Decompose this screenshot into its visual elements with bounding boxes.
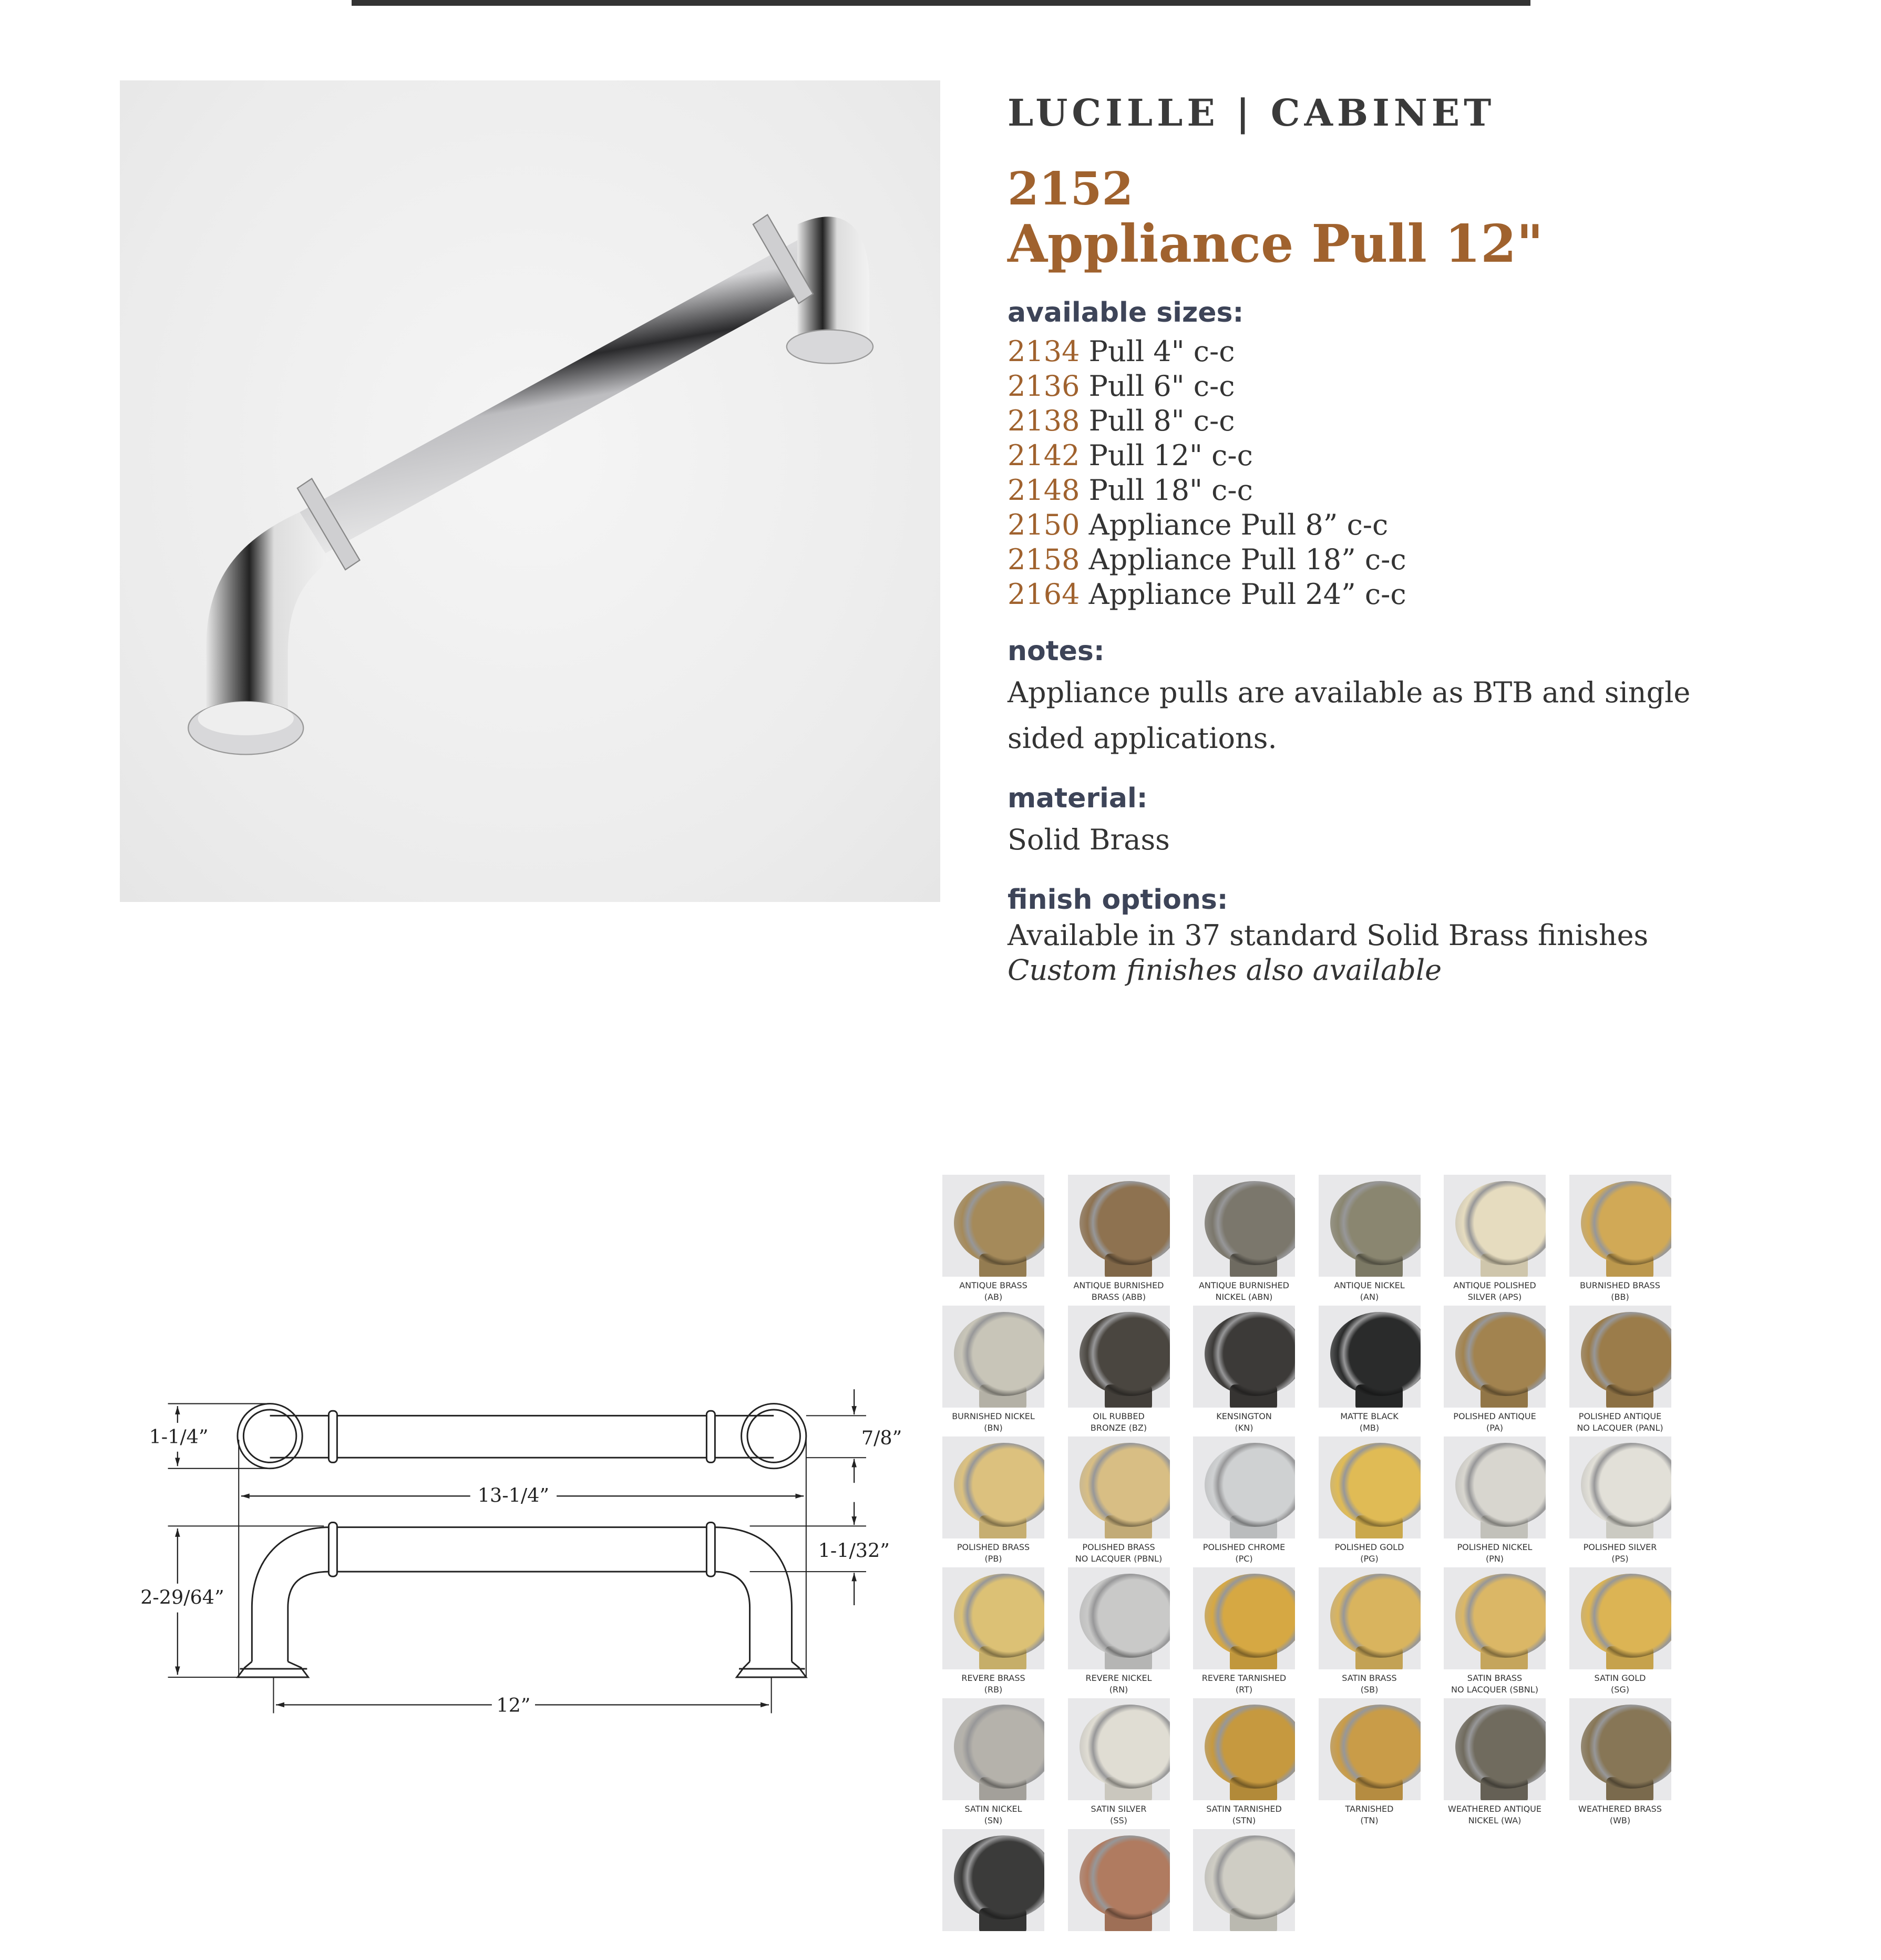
finish-swatch-image (1068, 1829, 1170, 1931)
finish-swatch-label: ANTIQUE POLISHED SILVER (APS) (1453, 1280, 1536, 1302)
sizes-heading: available sizes: (1008, 297, 1244, 329)
dim-bar-label: 7/8” (861, 1427, 902, 1450)
finish-swatch-image (1444, 1698, 1546, 1800)
finish-swatch-image (1193, 1829, 1295, 1931)
finish-swatch-label: SATIN TARNISHED (STN) (1206, 1804, 1282, 1825)
finish-swatch-image (942, 1175, 1044, 1277)
product-number: 2152 (1008, 162, 1134, 216)
finish-swatch-label: POLISHED ANTIQUE (PA) (1453, 1411, 1536, 1433)
finish-swatch-label: POLISHED ANTIQUE NO LACQUER (PANL) (1577, 1411, 1663, 1433)
finish-swatch (1317, 1306, 1422, 1436)
material-heading: material: (1008, 783, 1148, 814)
finish-swatch-image (1444, 1306, 1546, 1408)
finish-swatch (1568, 1175, 1673, 1306)
finish-swatch (941, 1306, 1046, 1436)
finish-swatch-image (1068, 1306, 1170, 1408)
finish-swatch-image (1193, 1306, 1295, 1408)
finish-swatch-image (942, 1436, 1044, 1538)
size-code: 2134 (1008, 335, 1080, 368)
side-view (238, 1523, 806, 1677)
finish-swatch-label: ANTIQUE BURNISHED BRASS (ABB) (1073, 1280, 1164, 1302)
finish-swatch-image (1444, 1436, 1546, 1538)
finish-swatch-label: OIL RUBBED BRONZE (BZ) (1090, 1411, 1147, 1433)
size-label: Pull 18" c-c (1088, 474, 1253, 507)
finish-count-text: Available in 37 standard Solid Brass finishes (1008, 919, 1649, 952)
size-code: 2142 (1008, 439, 1080, 472)
finish-swatch-image (1444, 1175, 1546, 1277)
finish-swatch-grid (941, 1175, 1687, 1960)
finish-swatch-label: SATIN SILVER (SS) (1091, 1804, 1147, 1825)
finish-swatch-label: POLISHED NICKEL (PN) (1457, 1542, 1533, 1564)
finish-swatch (1191, 1829, 1297, 1960)
finish-swatch-image (1319, 1306, 1421, 1408)
size-label: Pull 12" c-c (1088, 439, 1253, 472)
size-code: 2148 (1008, 474, 1080, 507)
finish-swatch (1191, 1436, 1297, 1567)
finish-swatch-image (1569, 1175, 1671, 1277)
finish-swatch-image (1068, 1175, 1170, 1277)
finish-swatch-label: ANTIQUE BURNISHED NICKEL (ABN) (1198, 1280, 1289, 1302)
notes-text: Appliance pulls are available as BTB and single sided applications. (1008, 676, 1691, 755)
dim-thickness-label: 1-1/4” (149, 1425, 209, 1448)
finish-swatch (1066, 1436, 1171, 1567)
finish-swatch (1066, 1698, 1171, 1829)
dim-overall-label: 13-1/4” (477, 1484, 550, 1507)
finish-swatch-label: POLISHED CHROME (PC) (1202, 1542, 1286, 1564)
finish-swatch-image (1068, 1698, 1170, 1800)
finish-swatch (1066, 1175, 1171, 1306)
extension-lines (168, 1404, 866, 1713)
finish-swatch (1191, 1567, 1297, 1698)
finish-swatch (1442, 1698, 1547, 1829)
finish-swatch-image (942, 1306, 1044, 1408)
top-view (238, 1404, 806, 1469)
notes-heading: notes: (1008, 635, 1105, 667)
finish-swatch (1568, 1306, 1673, 1436)
finish-swatch (1191, 1175, 1297, 1306)
dimension-lines (178, 1389, 854, 1705)
finish-swatch (1442, 1567, 1547, 1698)
finish-swatch-label: SATIN GOLD (SG) (1594, 1673, 1646, 1695)
finish-swatch (1191, 1306, 1297, 1436)
finish-swatch-label: BURNISHED BRASS (BB) (1580, 1280, 1660, 1302)
size-label: Pull 6" c-c (1088, 370, 1235, 403)
finish-swatch-image (942, 1698, 1044, 1800)
finish-swatch (1568, 1567, 1673, 1698)
finish-swatch (1191, 1698, 1297, 1829)
size-code: 2158 (1008, 543, 1080, 576)
custom-finish-text: Custom finishes also available (1008, 953, 1442, 987)
brand-title: LUCILLE | CABINET (1008, 91, 1496, 135)
finish-swatch (1066, 1306, 1171, 1436)
finish-swatch-label: SATIN BRASS (SB) (1342, 1673, 1397, 1695)
finish-swatch-label: KENSINGTON (KN) (1216, 1411, 1272, 1433)
finish-swatch-label: REVERE TARNISHED (RT) (1201, 1673, 1287, 1695)
finish-swatch (1317, 1436, 1422, 1567)
finish-swatch-image (1193, 1567, 1295, 1669)
finish-swatch-image (1193, 1436, 1295, 1538)
finish-swatch-image (1068, 1436, 1170, 1538)
finish-swatch (1066, 1829, 1171, 1960)
finish-swatch-label: POLISHED BRASS (PB) (957, 1542, 1030, 1564)
finish-swatch (1568, 1436, 1673, 1567)
finish-swatch-label: SATIN NICKEL (SN) (964, 1804, 1022, 1825)
finish-swatch (941, 1436, 1046, 1567)
finish-swatch-image (1569, 1436, 1671, 1538)
size-label: Pull 8" c-c (1088, 404, 1235, 437)
finish-swatch-label: MATTE BLACK (MB) (1340, 1411, 1399, 1433)
size-code: 2138 (1008, 404, 1080, 437)
finish-swatch-label: POLISHED BRASS NO LACQUER (PBNL) (1075, 1542, 1163, 1564)
product-name: Appliance Pull 12" (1008, 214, 1544, 274)
finish-swatch-image (1068, 1567, 1170, 1669)
finish-swatch-label: WEATHERED BRASS (WB) (1578, 1804, 1662, 1825)
dim-cc-label: 12” (496, 1694, 531, 1717)
size-label: Appliance Pull 18” c-c (1088, 543, 1406, 576)
finish-swatch-image (1319, 1175, 1421, 1277)
finish-heading: finish options: (1008, 884, 1228, 916)
finish-swatch-label: REVERE NICKEL (RN) (1085, 1673, 1152, 1695)
finish-swatch-label: ANTIQUE BRASS (AB) (959, 1280, 1027, 1302)
finish-swatch-image (1193, 1698, 1295, 1800)
size-code: 2136 (1008, 370, 1080, 403)
finish-swatch-label: WEATHERED ANTIQUE NICKEL (WA) (1448, 1804, 1541, 1825)
finish-swatch-image (1319, 1567, 1421, 1669)
finish-swatch (1442, 1436, 1547, 1567)
finish-swatch-label: TARNISHED (TN) (1345, 1804, 1394, 1825)
finish-swatch (941, 1567, 1046, 1698)
size-code: 2164 (1008, 578, 1080, 611)
size-label: Appliance Pull 8” c-c (1088, 508, 1389, 541)
size-code: 2150 (1008, 508, 1080, 541)
finish-swatch (1317, 1698, 1422, 1829)
dim-height-label: 2-29/64” (140, 1586, 224, 1609)
finish-swatch (1568, 1698, 1673, 1829)
finish-swatch-label: BURNISHED NICKEL (BN) (952, 1411, 1035, 1433)
finish-swatch (1066, 1567, 1171, 1698)
finish-swatch-image (1569, 1567, 1671, 1669)
finish-swatch-label: POLISHED SILVER (PS) (1583, 1542, 1657, 1564)
finish-swatch-image (1569, 1698, 1671, 1800)
finish-swatch-image (1569, 1306, 1671, 1408)
size-label: Appliance Pull 24” c-c (1088, 578, 1406, 611)
dim-clearance-label: 1-1/32” (818, 1539, 890, 1562)
finish-swatch-image (1319, 1436, 1421, 1538)
finish-swatch-image (1193, 1175, 1295, 1277)
finish-swatch-image (942, 1567, 1044, 1669)
finish-swatch-label: POLISHED GOLD (PG) (1334, 1542, 1404, 1564)
finish-swatch (1317, 1567, 1422, 1698)
finish-swatch-image (1444, 1567, 1546, 1669)
finish-swatch (1442, 1175, 1547, 1306)
finish-swatch (941, 1175, 1046, 1306)
finish-swatch (941, 1698, 1046, 1829)
finish-swatch (1317, 1175, 1422, 1306)
finish-swatch-image (1319, 1698, 1421, 1800)
material-text: Solid Brass (1008, 823, 1170, 856)
finish-swatch-label: SATIN BRASS NO LACQUER (SBNL) (1451, 1673, 1538, 1695)
finish-swatch (1442, 1306, 1547, 1436)
finish-swatch-label: ANTIQUE NICKEL (AN) (1334, 1280, 1405, 1302)
finish-swatch-image (942, 1829, 1044, 1931)
size-label: Pull 4" c-c (1088, 335, 1235, 368)
finish-swatch-label: REVERE BRASS (RB) (961, 1673, 1025, 1695)
finish-swatch (941, 1829, 1046, 1960)
